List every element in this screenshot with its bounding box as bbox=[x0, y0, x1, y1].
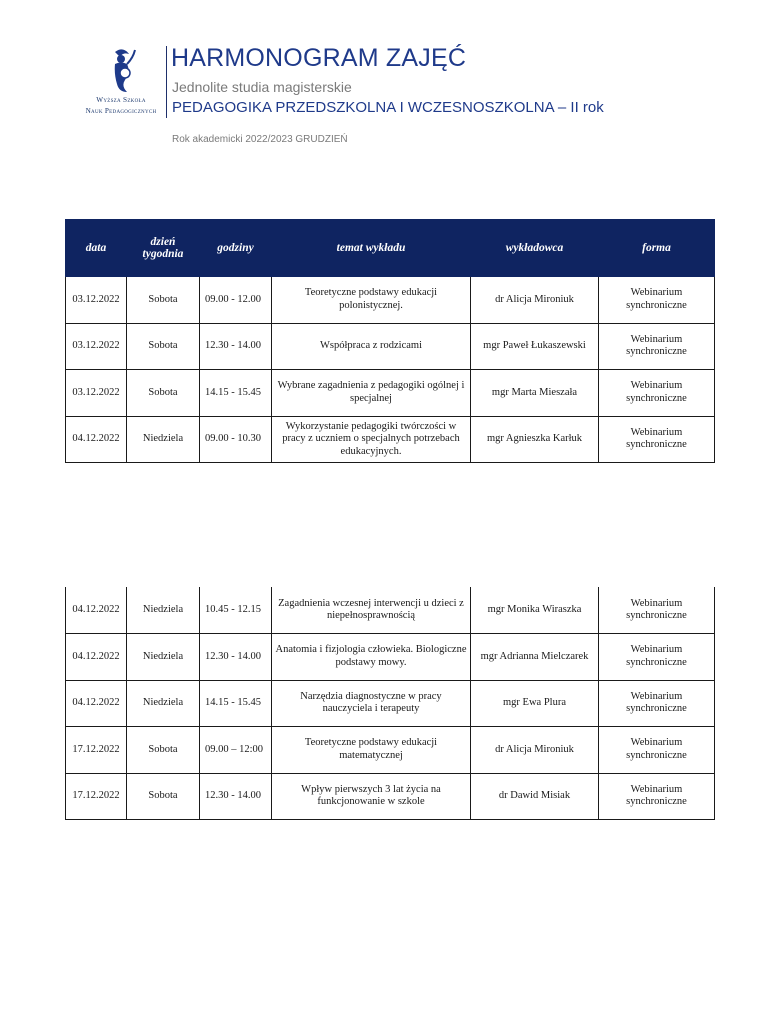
cell-topic: Wykorzystanie pedagogiki twórczości w pracy z uczniem o specjalnych potrzebach edukacyjnych. bbox=[272, 416, 471, 463]
cell-date: 17.12.2022 bbox=[66, 727, 127, 774]
col-header-lecturer: wykładowca bbox=[471, 220, 599, 277]
cell-topic: Współpraca z rodzicami bbox=[272, 323, 471, 370]
cell-hours: 10.45 - 12.15 bbox=[200, 587, 272, 634]
cell-form: Webinarium synchroniczne bbox=[599, 727, 715, 774]
cell-topic: Teoretyczne podstawy edukacji matematycznej bbox=[272, 727, 471, 774]
cell-form: Webinarium synchroniczne bbox=[599, 323, 715, 370]
col-header-date: data bbox=[66, 220, 127, 277]
cell-hours: 14.15 - 15.45 bbox=[200, 370, 272, 417]
cell-lecturer: mgr Ewa Plura bbox=[471, 680, 599, 727]
table-row bbox=[66, 370, 715, 417]
cell-form: Webinarium synchroniczne bbox=[599, 680, 715, 727]
page-subtitle: Jednolite studia magisterskie bbox=[172, 79, 352, 95]
cell-date: 04.12.2022 bbox=[66, 634, 127, 681]
academic-year: Rok akademicki 2022/2023 GRUDZIEŃ bbox=[172, 134, 348, 145]
cell-hours: 12.30 - 14.00 bbox=[200, 634, 272, 681]
cell-date: 04.12.2022 bbox=[66, 587, 127, 634]
cell-form: Webinarium synchroniczne bbox=[599, 773, 715, 820]
cell-lecturer: mgr Adrianna Mielczarek bbox=[471, 634, 599, 681]
program-name: PEDAGOGIKA PRZEDSZKOLNA I WCZESNOSZKOLNA – II rok bbox=[172, 99, 604, 116]
cell-topic: Narzędzia diagnostyczne w pracy nauczyciela i terapeuty bbox=[272, 680, 471, 727]
cell-lecturer: mgr Paweł Łukaszewski bbox=[471, 323, 599, 370]
cell-hours: 09.00 – 12:00 bbox=[200, 727, 272, 774]
cell-date: 03.12.2022 bbox=[66, 277, 127, 324]
cell-topic: Anatomia i fizjologia człowieka. Biologiczne podstawy mowy. bbox=[272, 634, 471, 681]
cell-day: Sobota bbox=[127, 370, 200, 417]
table-row bbox=[66, 416, 715, 463]
cell-date: 04.12.2022 bbox=[66, 680, 127, 727]
cell-date: 03.12.2022 bbox=[66, 323, 127, 370]
logo-text-line1: Wyższa Szkoła bbox=[96, 96, 146, 104]
mermaid-logo-icon bbox=[101, 46, 141, 94]
cell-form: Webinarium synchroniczne bbox=[599, 416, 715, 463]
cell-form: Webinarium synchroniczne bbox=[599, 634, 715, 681]
cell-form: Webinarium synchroniczne bbox=[599, 277, 715, 324]
cell-topic: Zagadnienia wczesnej interwencji u dzieci z niepełnosprawnością bbox=[272, 587, 471, 634]
cell-date: 17.12.2022 bbox=[66, 773, 127, 820]
schedule-table-part2 bbox=[65, 587, 715, 820]
table-row bbox=[66, 323, 715, 370]
table-row bbox=[66, 277, 715, 324]
cell-lecturer: dr Alicja Mironiuk bbox=[471, 727, 599, 774]
table-row bbox=[66, 773, 715, 820]
cell-day: Sobota bbox=[127, 727, 200, 774]
header-divider bbox=[166, 46, 167, 118]
cell-day: Niedziela bbox=[127, 634, 200, 681]
table-header-row bbox=[66, 220, 715, 277]
cell-date: 03.12.2022 bbox=[66, 370, 127, 417]
col-header-topic: temat wykładu bbox=[272, 220, 471, 277]
cell-date: 04.12.2022 bbox=[66, 416, 127, 463]
cell-hours: 14.15 - 15.45 bbox=[200, 680, 272, 727]
cell-day: Sobota bbox=[127, 277, 200, 324]
table-row bbox=[66, 727, 715, 774]
cell-lecturer: dr Dawid Misiak bbox=[471, 773, 599, 820]
col-header-form: forma bbox=[599, 220, 715, 277]
table-row bbox=[66, 680, 715, 727]
cell-topic: Teoretyczne podstawy edukacji polonistycznej. bbox=[272, 277, 471, 324]
table-row bbox=[66, 587, 715, 634]
col-header-hours: godziny bbox=[200, 220, 272, 277]
cell-day: Niedziela bbox=[127, 416, 200, 463]
schedule-table-part1 bbox=[65, 219, 715, 463]
cell-day: Sobota bbox=[127, 323, 200, 370]
cell-day: Sobota bbox=[127, 773, 200, 820]
logo-text-line2: Nauk Pedagogicznych bbox=[85, 107, 157, 115]
cell-hours: 12.30 - 14.00 bbox=[200, 323, 272, 370]
table-row bbox=[66, 634, 715, 681]
cell-day: Niedziela bbox=[127, 680, 200, 727]
cell-hours: 12.30 - 14.00 bbox=[200, 773, 272, 820]
cell-day: Niedziela bbox=[127, 587, 200, 634]
cell-lecturer: mgr Marta Mieszała bbox=[471, 370, 599, 417]
cell-topic: Wybrane zagadnienia z pedagogiki ogólnej i specjalnej bbox=[272, 370, 471, 417]
cell-hours: 09.00 - 10.30 bbox=[200, 416, 272, 463]
cell-lecturer: dr Alicja Mironiuk bbox=[471, 277, 599, 324]
school-logo bbox=[78, 46, 164, 116]
cell-lecturer: mgr Agnieszka Karłuk bbox=[471, 416, 599, 463]
col-header-day: dzień tygodnia bbox=[127, 220, 200, 277]
cell-lecturer: mgr Monika Wiraszka bbox=[471, 587, 599, 634]
cell-topic: Wpływ pierwszych 3 lat życia na funkcjonowanie w szkole bbox=[272, 773, 471, 820]
cell-hours: 09.00 - 12.00 bbox=[200, 277, 272, 324]
page-title: HARMONOGRAM ZAJĘĆ bbox=[171, 44, 467, 72]
cell-form: Webinarium synchroniczne bbox=[599, 587, 715, 634]
cell-form: Webinarium synchroniczne bbox=[599, 370, 715, 417]
